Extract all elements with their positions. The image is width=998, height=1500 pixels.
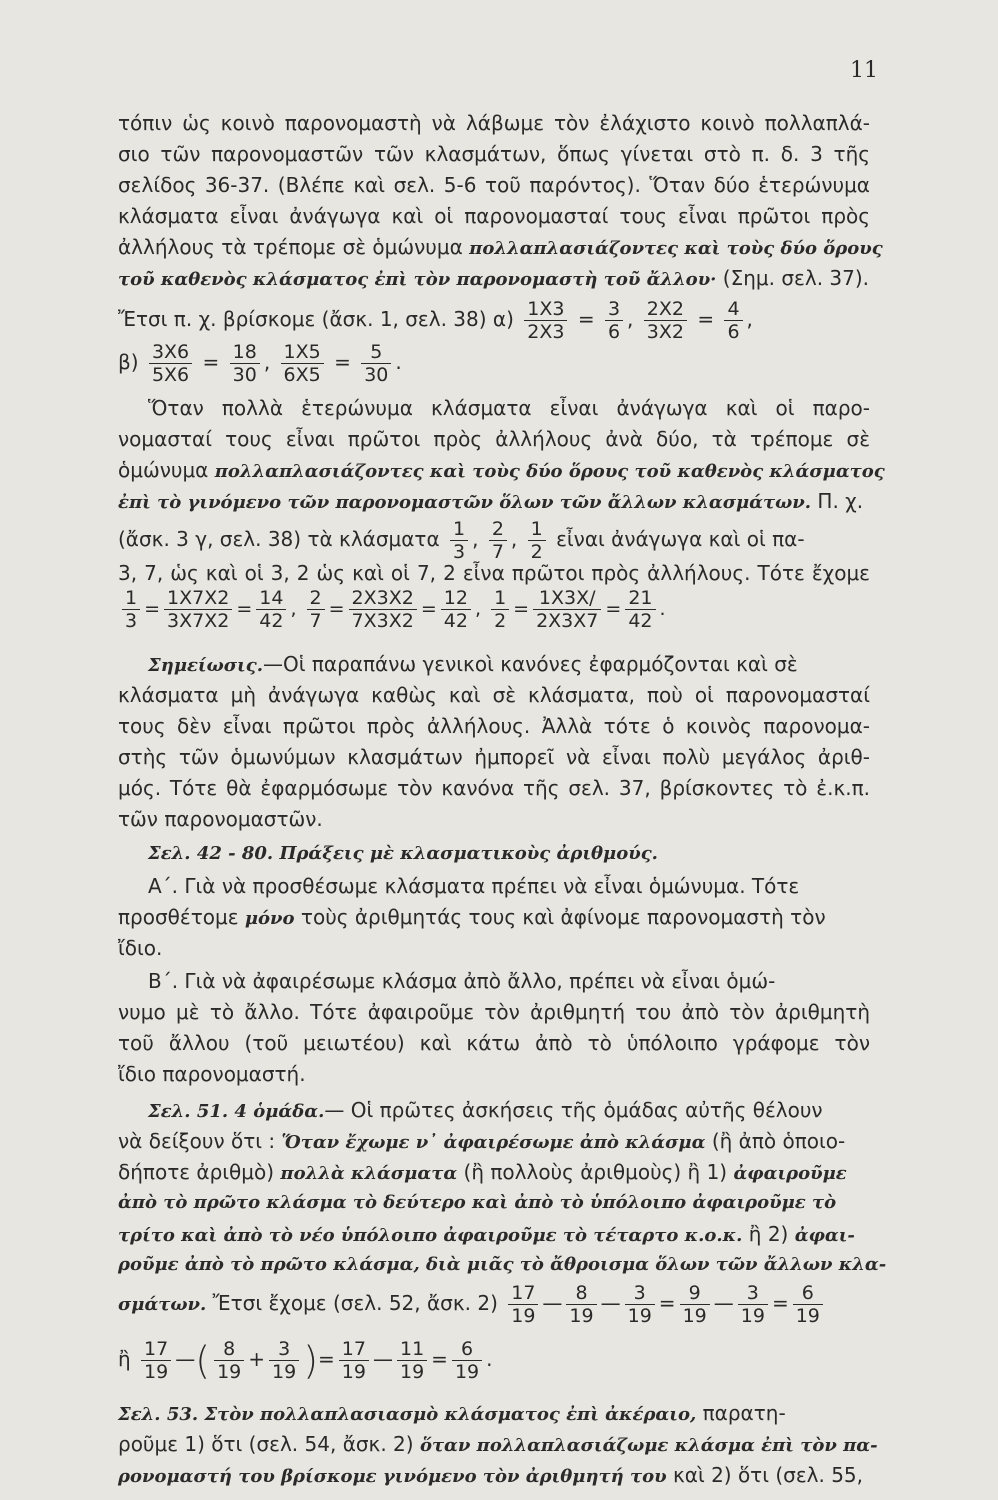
text-line: ροῦμε 1) ὅτι (σελ. 54, ἄσκ. 2) ὅταν πολλαπλασιάζωμε κλάσμα ἐπὶ τὸν πα- [118,1432,878,1456]
fraction: $\frac{2}{7}$ [307,587,325,632]
italic-run: Σελ. 51. 4 ὁμάδα. [148,1101,325,1122]
fraction: $\frac{2}{7}$ [489,518,507,563]
equation-b [118,338,402,386]
equation-e: ἢ $\frac{17}{19}$ —( $\frac{8}{19}$ + $\frac{3}{19}$ )= $\frac{17}{19}$ — $\frac{11}{19}$ = $\frac{6}{19}$ . [118,1338,493,1383]
equals-sign: = [334,350,351,374]
text-line: σιο τῶν παρονομαστῶν τῶν κλασμάτων, ὅπως γίνεται στὸ π. δ. 3 τῆς [118,142,870,166]
text-line: μός. Τότε θὰ ἐφαρμόσωμε τὸν κανόνα τῆς σελ. 37, βρίσκοντες τὸ ἐ.κ.π. [118,776,870,800]
text-line: τους δὲν εἶναι πρῶτοι πρὸς ἀλλήλους. Ἀλλὰ τότε ὁ κοινὸς παρονομα- [118,714,870,738]
fraction: $\frac{3}{6}$ [605,298,623,343]
fraction: $\frac{5}{30}$ [361,341,391,386]
italic-run: ἐπὶ τὸ γινόμενο τῶν παρονομαστῶν ὅλων τῶν ἄλλων κλασμάτων. [118,492,812,513]
comma: , [472,527,479,551]
right-paren: ) [303,1338,319,1383]
comma: , [510,527,518,551]
fraction: $\frac{17}{19}$ [339,1338,369,1383]
text-run: (ἄσκ. 3 γ, σελ. 38) τὰ κλάσματα [118,527,440,551]
text-line: Σελ. 51. 4 ὁμάδα.— Οἱ πρῶτες ἀσκήσεις τῆς ὁμάδας αὐτῆς θέλουν [148,1098,823,1122]
text-line [118,457,885,485]
fraction: $\frac{12}{42}$ [441,587,471,632]
fraction: $\frac{3X6}{5X6}$ [149,341,192,386]
fraction: $\frac{17}{19}$ [141,1338,171,1383]
text-line [118,234,883,262]
fraction: $\frac{14}{42}$ [256,587,286,632]
fraction: $\frac{8}{19}$ [214,1338,244,1383]
fraction: $\frac{18}{30}$ [230,341,260,386]
fraction: $\frac{9}{19}$ [680,1282,710,1327]
italic-run: Ὅταν ἔχωμε ν᾽ ἀφαιρέσωμε ἀπὸ κλάσμα [281,1132,706,1153]
text-run: —Οἱ παραπάνω γενικοὶ κανόνες ἐφαρμόζονται καὶ σὲ [263,652,798,676]
italic-run: μόνο [244,908,295,929]
text-run: (Σημ. σελ. 37). [716,266,870,290]
italic-line: ροῦμε ἀπὸ τὸ πρῶτο κλάσμα, διὰ μιᾶς τὸ ἄθροισμα ὅλων τῶν ἄλλων κλα- [118,1254,887,1275]
page-number: 11 [850,58,878,83]
fractions-line [118,515,805,563]
text-line: Σελ. 53. Στὸν πολλαπλασιασμὸ κλάσματος ἐπὶ ἀκέραιο, παρατη- [118,1401,786,1425]
text-line: τρίτο καὶ ἀπὸ τὸ νέο ὑπόλοιπο ἀφαιροῦμε τὸ τέταρτο κ.ο.κ. ἢ 2) ἀφαι- [118,1222,855,1246]
fraction: $\frac{1X3X/}{2X3X7}$ [533,587,601,632]
equation-a [118,295,753,343]
comma: , [746,307,753,331]
text-line: νομασταί τους εἶναι πρῶτοι πρὸς ἀλλήλους ἀνὰ δύο, τὰ τρέπομε σὲ [118,427,870,451]
text-line: ἴδιο παρονομαστή. [118,1062,306,1086]
left-paren: ( [195,1338,211,1383]
italic-run: ἀφαιροῦμε [733,1163,847,1184]
fraction: $\frac{11}{19}$ [397,1338,427,1383]
text-run: Ἔτσι π. χ. βρίσκομε (ἄσκ. 1, σελ. 38) α) [118,307,514,331]
text-run: εἶναι ἀνάγωγα καὶ οἱ πα- [556,527,805,551]
text-line [118,651,798,679]
fraction: $\frac{2X2}{3X2}$ [644,298,687,343]
fraction: $\frac{1}{3}$ [450,518,468,563]
fraction: $\frac{1}{2}$ [528,518,546,563]
comma: , [627,307,634,331]
comma: , [263,350,271,374]
text-line: τοῦ ἄλλου (τοῦ μειωτέου) καὶ κάτω ἀπὸ τὸ ὑπόλοιπο γράφομε τὸν [118,1031,870,1055]
italic-run: ρονομαστή του βρίσκομε γινόμενο τὸν ἀριθμητή του [118,1466,667,1487]
fraction: $\frac{17}{19}$ [508,1282,538,1327]
text-line [118,488,863,516]
text-line: ρονομαστή του βρίσκομε γινόμενο τὸν ἀριθμητή του καὶ 2) ὅτι (σελ. 55, [118,1463,863,1487]
italic-run: πολλαπλασιάζοντες καὶ τοὺς δύο ὅρους [469,238,883,259]
italic-run: τρίτο καὶ ἀπὸ τὸ νέο ὑπόλοιπο ἀφαιροῦμε τὸ τέταρτο κ.ο.κ. [118,1225,743,1246]
fraction: $\frac{6}{19}$ [793,1282,823,1327]
text-line [118,265,869,293]
equals-sign: = [577,307,595,331]
text-line: τῶν παρονομαστῶν. [118,807,323,831]
italic-run: Σελ. 53. Στὸν πολλαπλασιασμὸ κλάσματος ἐπὶ ἀκέραιο, [118,1404,697,1425]
text-run: ἢ [118,1347,131,1371]
fraction: $\frac{1X5}{6X5}$ [281,341,324,386]
fraction: $\frac{8}{19}$ [566,1282,596,1327]
italic-run: πολλαπλασιάζοντες καὶ τοὺς δύο ὅρους τοῦ καθενὸς κλάσματος [214,461,885,482]
section-heading: Σελ. 42 - 80. Πράξεις μὲ κλασματικοὺς ἀριθμούς. [148,843,658,864]
text-line: προσθέτομε μόνο τοὺς ἀριθμητάς τους καὶ ἀφίνομε παρονομαστὴ τὸν [118,905,826,929]
italic-run: πολλὰ κλάσματα [280,1163,458,1184]
fraction: $\frac{3}{19}$ [625,1282,655,1327]
italic-run: τοῦ καθενὸς κλάσματος ἐπὶ τὸν παρονομαστὴ τοῦ ἄλλου· [118,269,717,290]
text-line: 3, 7, ὡς καὶ οἱ 3, 2 ὡς καὶ οἱ 7, 2 εἶνα πρῶτοι πρὸς ἀλλήλους. Τότε ἔχομε [118,561,870,585]
text-line: κλάσματα εἶναι ἀνάγωγα καὶ οἱ παρονομασταί τους εἶναι πρῶτοι πρὸς [118,204,870,228]
equals-sign: = [697,307,715,331]
fraction: $\frac{3}{19}$ [269,1338,299,1383]
italic-run: ὅταν πολλαπλασιάζωμε κλάσμα ἐπὶ τὸν πα- [419,1435,878,1456]
equation-c: $\frac{1}{3}$ = $\frac{1X7X2}{3X7X2}$ = $\frac{14}{42}$ , $\frac{2}{7}$ = $\frac{2X3X2}{7X3X2}$ = $\frac{12}{42}$ , $\frac{1}{2}$ = $\frac{1X3X/}{2X3X7}$ = $\frac{21}{42}$ . [118,584,666,634]
italic-run: ἀφαι- [794,1225,855,1246]
text-run: ἀλλήλους τὰ τρέπομε σὲ ὁμώνυμα [118,235,470,259]
text-line: ἴδιο. [118,936,163,960]
fraction: $\frac{1}{2}$ [491,587,509,632]
italic-line: ἀπὸ τὸ πρῶτο κλάσμα τὸ δεύτερο καὶ ἀπὸ τὸ ὑπόλοιπο ἀφαιροῦμε τὸ [118,1192,837,1213]
fraction: $\frac{2X3X2}{7X3X2}$ [349,587,417,632]
text-line: τόπιν ὡς κοινὸ παρονομαστὴ νὰ λάβωμε τὸν ἐλάχιστο κοινὸ πολλαπλά- [118,111,870,135]
italic-run: σμάτων. [118,1294,207,1315]
text-line: κλάσματα μὴ ἀνάγωγα καθὼς καὶ σὲ κλάσματα, ποὺ οἱ παρονομασταί [118,683,870,707]
text-run: ὁμώνυμα [118,458,215,482]
text-line: δήποτε ἀριθμὸ) πολλὰ κλάσματα (ἢ πολλοὺς ἀριθμοὺς) ἢ 1) ἀφαιροῦμε [118,1160,847,1184]
fraction: $\frac{1X3}{2X3}$ [524,298,567,343]
text-line: σελίδος 36-37. (Βλέπε καὶ σελ. 5-6 τοῦ παρόντος). Ὅταν δύο ἑτερώνυμα [118,173,870,197]
text-line: Α΄. Γιὰ νὰ προσθέσωμε κλάσματα πρέπει νὰ εἶναι ὁμώνυμα. Τότε [148,874,800,898]
fraction: $\frac{1X7X2}{3X7X2}$ [164,587,232,632]
equals-sign: = [202,350,220,374]
fraction: $\frac{1}{3}$ [122,587,140,632]
italic-run: Σημείωσις. [148,655,263,676]
text-line: στὴς τῶν ὁμωνύμων κλασμάτων ἠμπορεῖ νὰ εἶναι πολὺ μεγάλος ἀριθ- [118,745,870,769]
equation-d: σμάτων. Ἔτσι ἔχομε (σελ. 52, ἄσκ. 2) $\frac{17}{19}$ — $\frac{8}{19}$ — $\frac{3}{19}$ = $\frac{9}{19}$ — $\frac{3}{19}$ = $\frac{6}{19}$ [118,1278,827,1330]
text-line: Ὅταν πολλὰ ἑτερώνυμα κλάσματα εἶναι ἀνάγωγα καὶ οἱ παρο- [148,396,870,420]
text-line: νυμο μὲ τὸ ἄλλο. Τότε ἀφαιροῦμε τὸν ἀριθμητή του ἀπὸ τὸν ἀριθμητὴ [118,1000,870,1024]
text-line: νὰ δείξουν ὅτι : Ὅταν ἔχωμε ν᾽ ἀφαιρέσωμε ἀπὸ κλάσμα (ἢ ἀπὸ ὁποιο- [118,1129,846,1153]
period: . [395,350,402,374]
fraction: $\frac{21}{42}$ [625,587,655,632]
fraction: $\frac{4}{6}$ [724,298,742,343]
text-run: Π. χ. [811,489,864,513]
fraction: $\frac{3}{19}$ [738,1282,768,1327]
text-line: Β΄. Γιὰ νὰ ἀφαιρέσωμε κλάσμα ἀπὸ ἄλλο, πρέπει νὰ εἶναι ὁμώ- [148,969,776,993]
fraction: $\frac{6}{19}$ [452,1338,482,1383]
text-run: β) [118,350,139,374]
